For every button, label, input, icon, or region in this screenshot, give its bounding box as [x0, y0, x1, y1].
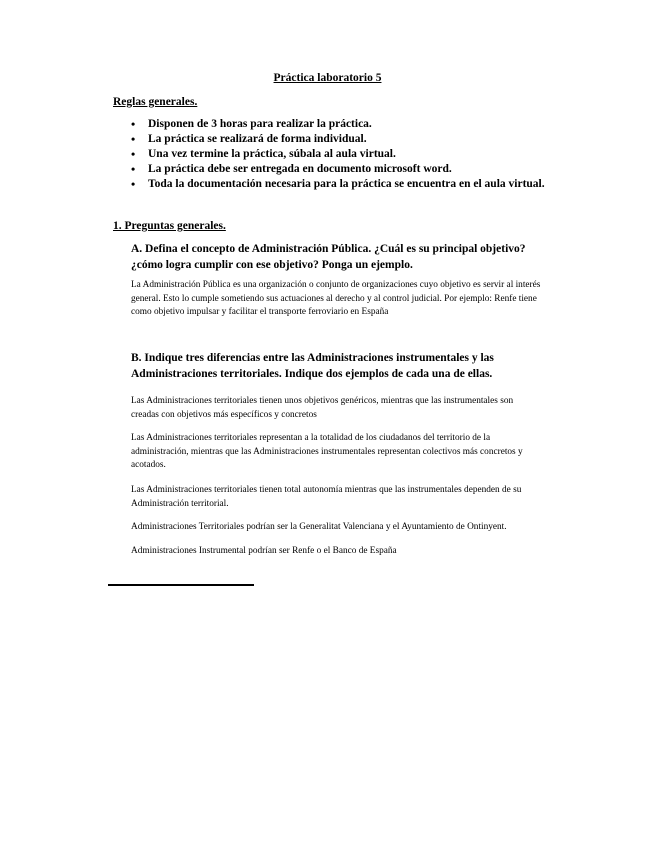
rule-item: • Toda la documentación necesaria para la práctica se encuentra en el aula virtual.: [131, 177, 551, 192]
rule-item: • Una vez termine la práctica, súbala al aula virtual.: [131, 147, 551, 162]
question-b-example-1: Administraciones Territoriales podrían ser la Generalitat Valenciana y el Ayuntamiento de Ontinyent.: [131, 522, 507, 532]
question-b-example-2: Administraciones Instrumental podrían ser Renfe o el Banco de España: [131, 546, 397, 556]
rule-item: • La práctica debe ser entregada en documento microsoft word.: [131, 162, 551, 177]
rules-heading: Reglas generales.: [113, 96, 198, 108]
question-b-heading: B. Indique tres diferencias entre las Administraciones instrumentales y las Administraciones territoriales. Indique dos ejemplos de cada una de ellas.: [131, 352, 494, 380]
rule-item: • La práctica se realizará de forma individual.: [131, 132, 551, 147]
question-b-answer-3: Las Administraciones territoriales tienen total autonomía mientras que las instrumentales dependen de su Administración territorial.: [131, 485, 522, 509]
document-title: Práctica laboratorio 5: [273, 72, 382, 84]
question-a-answer: La Administración Pública es una organización o conjunto de organizaciones cuyo objetivo es servir al interés general. Esto lo cumple sometiendo sus actuaciones al derecho y al control judicial. Por ejemplo: Renfe tiene como objetivo impulsar y facilitar el transporte ferroviario en España: [131, 280, 541, 317]
question-a-heading: A. Defina el concepto de Administración Pública. ¿Cuál es su principal objetivo? ¿cómo logra cumplir con ese objetivo? Ponga un ejemplo.: [131, 243, 526, 271]
footnote-separator: [108, 584, 254, 586]
section-1-heading: 1. Preguntas generales.: [113, 220, 226, 232]
rules-list: [131, 117, 551, 192]
question-b-answer-2: Las Administraciones territoriales representan a la totalidad de los ciudadanos del territorio de la administración, mientras que las Administraciones instrumentales representan colectivos más concretos y acotados.: [131, 433, 523, 470]
question-b-answer-1: Las Administraciones territoriales tienen unos objetivos genéricos, mientras que las instrumentales son creadas con objetivos más específicos y concretos: [131, 396, 514, 420]
rule-item: • Disponen de 3 horas para realizar la práctica.: [131, 117, 551, 132]
